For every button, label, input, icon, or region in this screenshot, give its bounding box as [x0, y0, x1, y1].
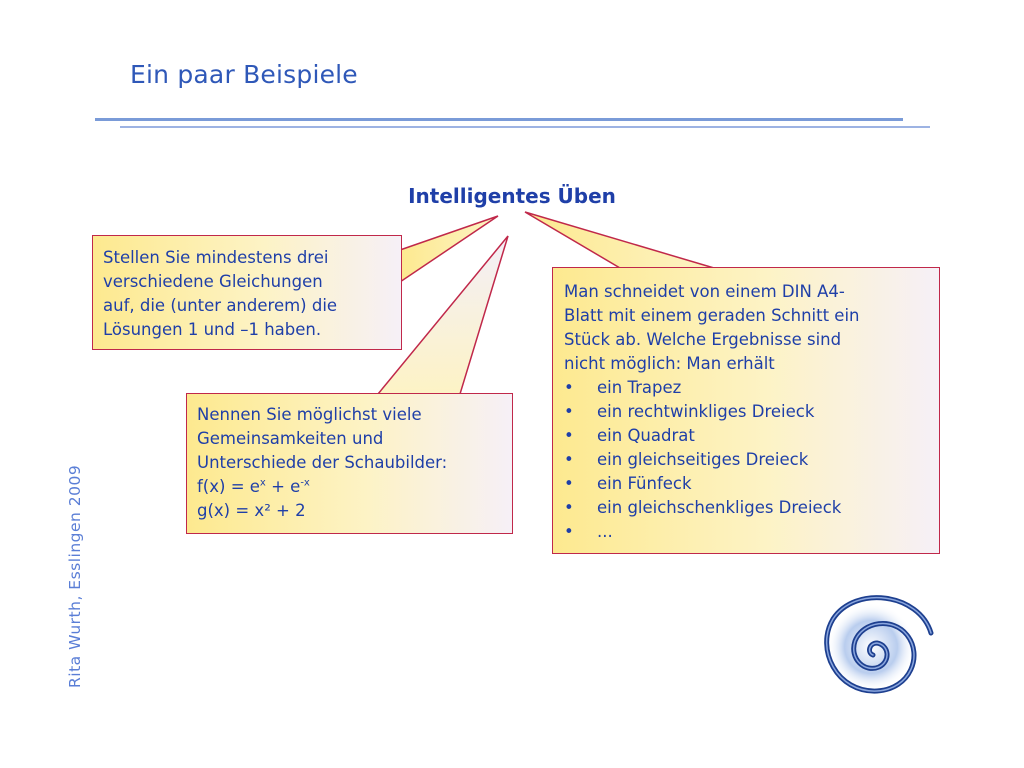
box-text-line: Stück ab. Welche Ergebnisse sind — [564, 330, 842, 349]
box-text-line: auf, die (unter anderem) die — [103, 296, 338, 315]
callout-box-equations — [92, 235, 402, 350]
bullet-icon: • — [564, 378, 574, 397]
spiral-logo-icon — [815, 583, 940, 703]
box-text-line: Unterschiede der Schaubilder: — [197, 453, 448, 472]
formula-f — [197, 475, 502, 499]
box-text-line: Man schneidet von einem DIN A4- — [564, 282, 845, 301]
box-text-line: Gemeinsamkeiten und — [197, 429, 384, 448]
callout-box-graphs — [186, 393, 513, 534]
callout-box-paper-cut — [552, 267, 940, 554]
section-heading: Intelligentes Üben — [408, 184, 616, 208]
list-item — [564, 400, 928, 424]
bullet-icon: • — [564, 426, 574, 445]
result-list — [564, 376, 928, 544]
formula-f-middle: + e — [265, 477, 301, 496]
box-text-line: verschiedene Gleichungen — [103, 272, 323, 291]
list-item-label: ein gleichschenkliges Dreieck — [597, 498, 842, 517]
bullet-icon: • — [564, 522, 574, 541]
list-item-label: ein Trapez — [597, 378, 682, 397]
list-item — [564, 520, 928, 544]
list-item — [564, 496, 928, 520]
box-text-line: Nennen Sie möglichst viele — [197, 405, 422, 424]
bullet-icon: • — [564, 450, 574, 469]
list-item-label: ein gleichseitiges Dreieck — [597, 450, 809, 469]
formula-f-exponent-1: x — [259, 477, 266, 489]
list-item-label: ... — [597, 522, 613, 541]
author-credit: Rita Wurth, Esslingen 2009 — [66, 464, 84, 688]
box-text-line: Lösungen 1 und –1 haben. — [103, 320, 322, 339]
bullet-icon: • — [564, 474, 574, 493]
box-text-line: nicht möglich: Man erhält — [564, 354, 775, 373]
list-item-label: ein rechtwinkliges Dreieck — [597, 402, 815, 421]
formula-f-prefix: f(x) = e — [197, 477, 260, 496]
list-item — [564, 424, 928, 448]
list-item — [564, 376, 928, 400]
list-item — [564, 448, 928, 472]
callout-pointer-right — [525, 212, 714, 268]
list-item-label: ein Fünfeck — [597, 474, 692, 493]
bullet-icon: • — [564, 498, 574, 517]
list-item — [564, 472, 928, 496]
formula-g: g(x) = x² + 2 — [197, 501, 306, 520]
list-item-label: ein Quadrat — [597, 426, 695, 445]
bullet-icon: • — [564, 402, 574, 421]
formula-f-exponent-2: -x — [300, 477, 310, 489]
box-text-line: Stellen Sie mindestens drei — [103, 248, 329, 267]
box-text-line: Blatt mit einem geraden Schnitt ein — [564, 306, 860, 325]
slide-title: Ein paar Beispiele — [130, 60, 358, 89]
